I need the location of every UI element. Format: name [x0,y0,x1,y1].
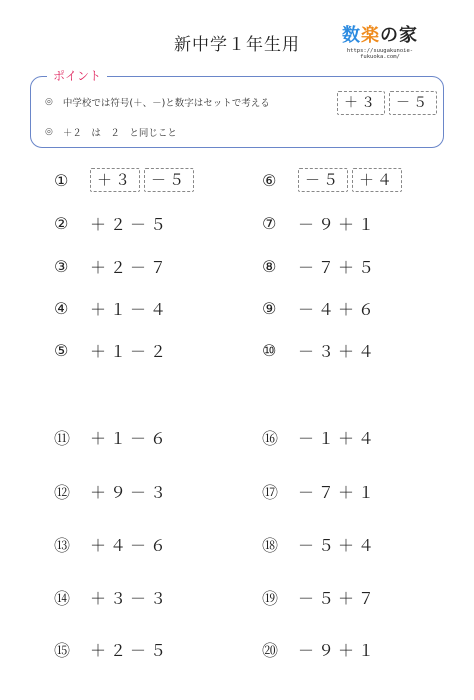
problem-number: ⑩ [262,341,277,360]
problem-number: ⑭ [54,589,71,608]
problem-13 [54,533,170,556]
problem-expression: －５＋４ [298,536,379,555]
logo-char-3: の [380,25,399,46]
problem-expression: －１＋４ [298,429,379,448]
problem-terms [90,168,194,192]
problem-8 [262,255,378,278]
problem-11 [54,426,170,449]
point-text-2: ＋２ は ２ と同じこと [62,128,177,139]
problem-number: ⑯ [262,429,279,448]
problem-number: ① [54,170,69,190]
problem-expression: －４＋６ [298,300,379,319]
point-line-2 [45,125,177,139]
bullet-icon: ◎ [45,127,53,137]
problem-19 [262,586,378,609]
problem-terms [298,168,402,192]
problem-term: －５ [298,168,348,192]
logo-char-2: 楽 [361,25,380,46]
problem-expression: ＋２－５ [90,641,171,660]
problem-number: ④ [54,299,69,318]
problem-number: ⑮ [54,641,71,660]
problem-18 [262,533,378,556]
problem-expression: ＋２－５ [90,215,171,234]
problem-7 [262,212,378,235]
point-line-1 [45,95,270,109]
problem-expression: －５＋７ [298,589,379,608]
problem-number: ⑫ [54,483,71,502]
logo-text [330,26,430,46]
problem-number: ② [54,214,69,233]
problem-expression: ＋１－４ [90,300,171,319]
problem-expression: －９＋１ [298,215,379,234]
problem-15 [54,638,170,661]
problem-expression: －７＋１ [298,483,379,502]
problem-expression: ＋１－２ [90,342,171,361]
problem-number: ⑤ [54,341,69,360]
problem-number: ⑥ [262,170,277,190]
problem-expression: －９＋１ [298,641,379,660]
logo-url: https://suugakunoie-fukuoka.com/ [346,48,414,60]
problem-number: ⑪ [54,429,71,448]
point-example [337,91,437,115]
problem-expression: ＋２－７ [90,258,171,277]
logo-char-4: 家 [399,25,418,46]
problem-17 [262,480,378,503]
problem-12 [54,480,170,503]
problem-number: ⑧ [262,257,277,276]
problem-20 [262,638,378,661]
problem-number: ⑦ [262,214,277,233]
problem-term: ＋３ [90,168,140,192]
problem-expression: －３＋４ [298,342,379,361]
point-label: ポイント [47,68,107,84]
problem-number: ⑳ [262,641,279,660]
problem-term: ＋４ [352,168,402,192]
problem-number: ⑬ [54,536,71,555]
problem-9 [262,297,378,320]
problem-expression: ＋１－６ [90,429,171,448]
point-box [30,69,444,148]
problem-number: ⑨ [262,299,277,318]
problem-10 [262,339,378,362]
example-term-2: －５ [389,91,437,115]
problem-14 [54,586,170,609]
problem-number: ⑱ [262,536,279,555]
problem-6 [262,168,402,192]
problem-1 [54,168,194,192]
problem-expression: －７＋５ [298,258,379,277]
example-term-1: ＋３ [337,91,385,115]
problem-expression: ＋３－３ [90,589,171,608]
problem-expression: ＋９－３ [90,483,171,502]
problem-5 [54,339,170,362]
problem-3 [54,255,170,278]
problem-16 [262,426,378,449]
page-title: 新中学１年生用 [174,35,300,55]
bullet-icon: ◎ [45,97,53,107]
logo-char-1: 数 [342,25,361,46]
problem-expression: ＋４－６ [90,536,171,555]
problem-4 [54,297,170,320]
problem-number: ⑰ [262,483,279,502]
problem-2 [54,212,170,235]
point-text-1: 中学校では符号(＋、－)と数字はセットで考える [62,98,270,109]
logo [330,26,430,60]
problem-number: ⑲ [262,589,279,608]
problem-term: －５ [144,168,194,192]
problem-number: ③ [54,257,69,276]
